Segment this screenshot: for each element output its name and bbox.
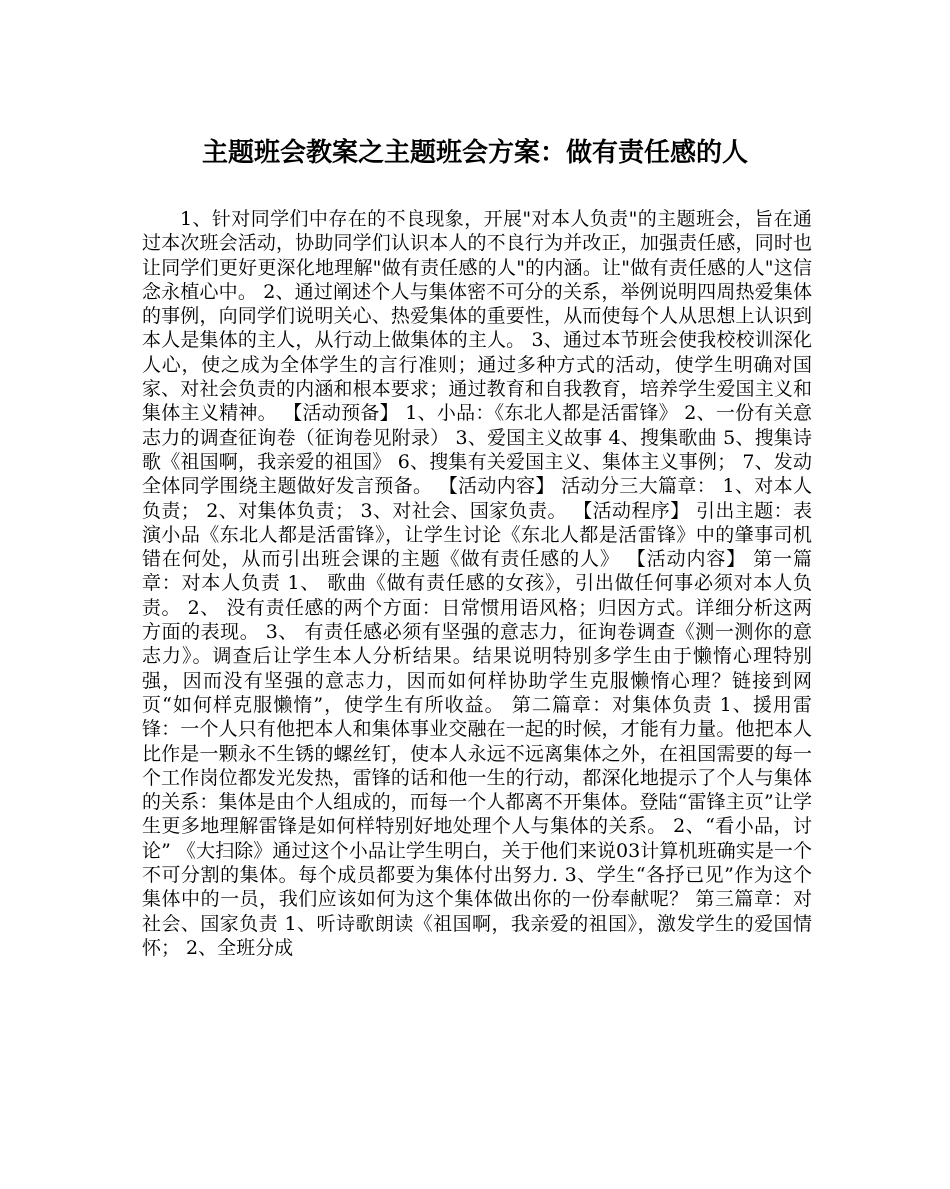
document-body-paragraph: 1、针对同学们中存在的不良现象，开展"对本人负责"的主题班会，旨在通过本次班会活动，协助同学们认识本人的不良行为并改正，加强责任感，同时也让同学们更好更深化地理解"做有责任感的人"的内涵。让"做有责任感的人"这信念永植心中。 2、通过阐述个人与集体密不可分的关系，举例说明四周热爱集体的事例，向同学们说明关心、热爱集体的重要性，从而使每个人从思想上认识到本人是集体的主人，从行动上做集体的主人。 3、通过本节班会使我校校训深化人心，使之成为全体学生的言行准则；通过多种方式的活动，使学生明确对国家、对社会负责的内涵和根本要求；通过教育和自我教育，培养学生爱国主义和集体主义精神。 【活动预备】 1、小品：《东北人都是活雷锋》 2、一份有关意志力的调查征询卷（征询卷见附录） 3、爱国主义故事 4、搜集歌曲 5、搜集诗歌《祖国啊，我亲爱的祖国》 6、搜集有关爱国主义、集体主义事例； 7、发动全体同学围绕主题做好发言预备。 【活动内容】 活动分三大篇章： 1、对本人负责； 2、对集体负责； 3、对社会、国家负责。 【活动程序】 引出主题：表演小品《东北人都是活雷锋》，让学生讨论《东北人都是活雷锋》中的肇事司机错在何处，从而引出班会课的主题《做有责任感的人》 【活动内容】 第一篇章：对本人负责 1、 歌曲《做有责任感的女孩》，引出做任何事必须对本人负责。 2、 没有责任感的两个方面：日常惯用语风格；归因方式。详细分析这两方面的表现。 3、 有责任感必须有坚强的意志力，征询卷调查《测一测你的意志力》。调查后让学生本人分析结果。结果说明特别多学生由于懒惰心理特别强，因而没有坚强的意志力，因而如何样协助学生克服懒惰心理？链接到网页“如何样克服懒惰”，使学生有所收益。 第二篇章：对集体负责 1、援用雷锋：一个人只有他把本人和集体事业交融在一起的时候，才能有力量。他把本人比作是一颗永不生锈的螺丝钉，使本人永远不远离集体之外，在祖国需要的每一个工作岗位都发光发热，雷锋的话和他一生的行动，都深化地提示了个人与集体的关系：集体是由个人组成的，而每一个人都离不开集体。登陆“雷锋主页”让学生更多地理解雷锋是如何样特别好地处理个人与集体的关系。 2、“看小品，讨论” 《大扫除》通过这个小品让学生明白，关于他们来说03计算机班确实是一个不可分割的集体。每个成员都要为集体付出努力. 3、学生“各抒已见”作为这个集体中的一员，我们应该如何为这个集体做出你的一份奉献呢？ 第三篇章：对社会、国家负责 1、听诗歌朗读《祖国啊，我亲爱的祖国》，激发学生的爱国情怀； 2、全班分成 [142, 208, 812, 959]
document-title: 主题班会教案之主题班会方案：做有责任感的人 [201, 138, 748, 168]
